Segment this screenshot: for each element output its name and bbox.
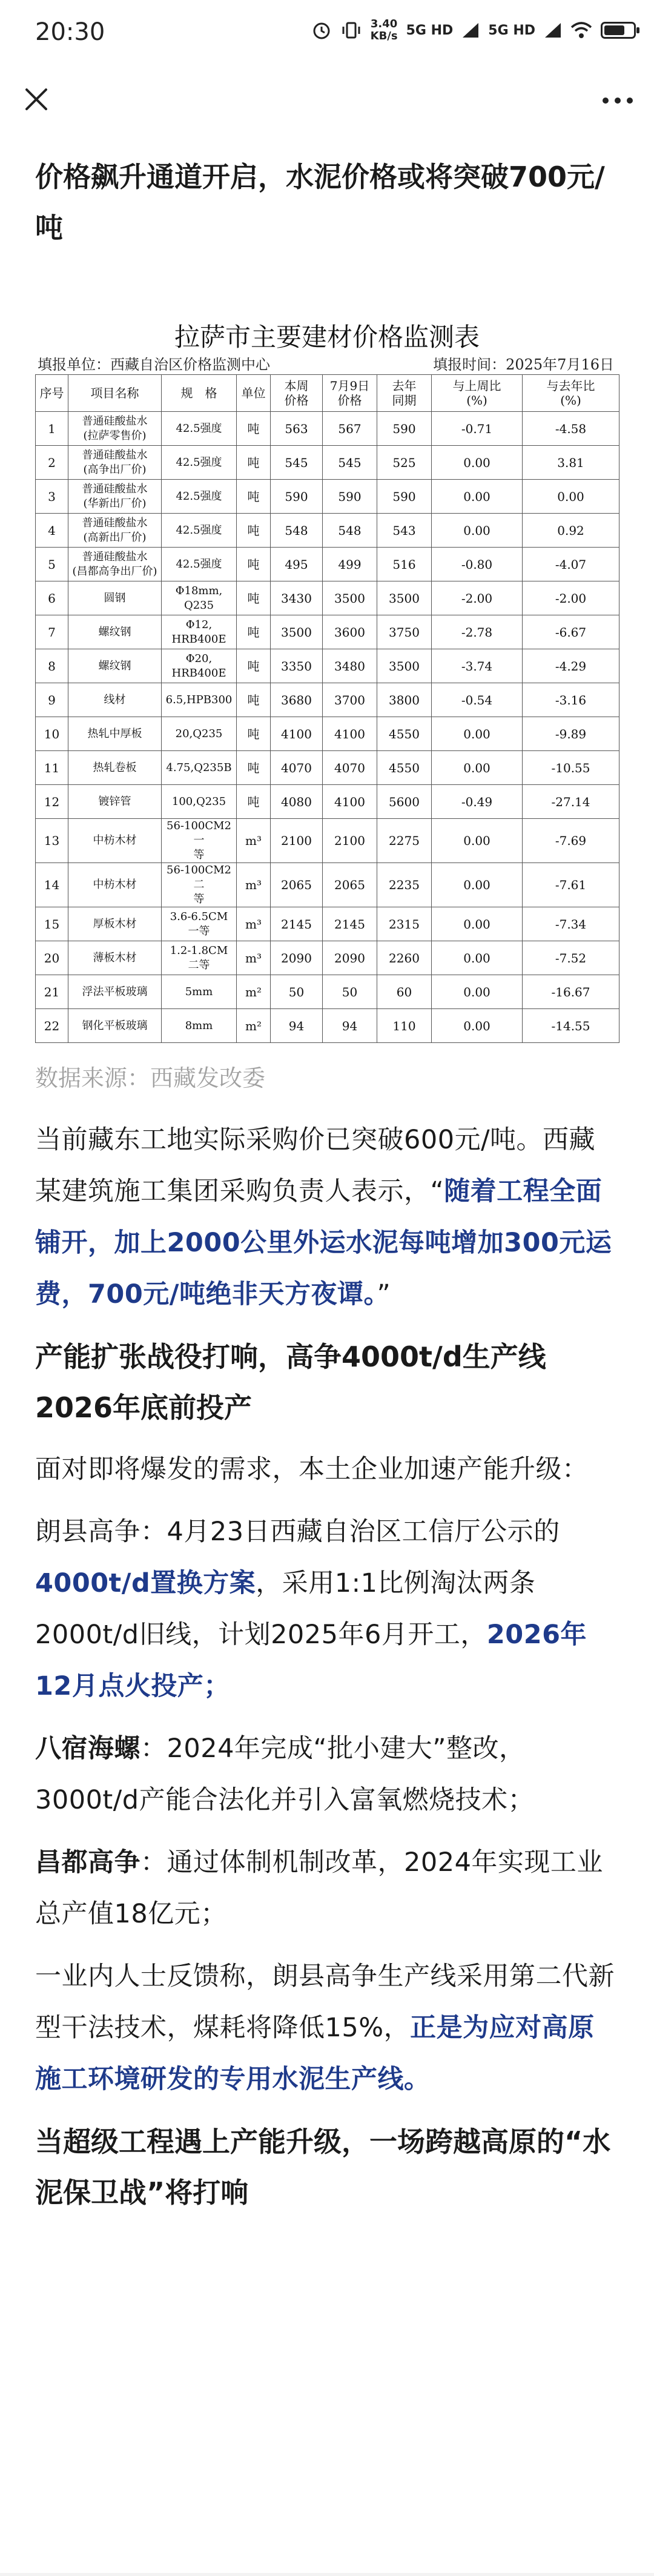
table-cell: m³	[237, 907, 271, 941]
table-cell: -7.52	[523, 941, 619, 975]
table-cell: -6.67	[523, 615, 619, 649]
table-cell: 4070	[271, 751, 323, 785]
battery-level	[604, 25, 624, 35]
table-cell: 548	[323, 514, 377, 548]
table-row	[36, 412, 619, 446]
table-cell: 94	[323, 1009, 377, 1043]
paragraph-langxian	[35, 1506, 619, 1712]
table-cell: 0.00	[432, 480, 523, 514]
table-cell: 吨	[237, 412, 271, 446]
status-bar	[0, 0, 654, 68]
paragraph-changdu	[35, 1837, 619, 1940]
table-cell: m³	[237, 863, 271, 907]
table-cell: m²	[237, 1009, 271, 1043]
table-cell: 3430	[271, 581, 323, 615]
table-cell: 吨	[237, 615, 271, 649]
table-cell: 42.5强度	[162, 514, 237, 548]
table-cell: 4100	[271, 717, 323, 751]
table-row	[36, 615, 619, 649]
table-cell: 8mm	[162, 1009, 237, 1043]
table-cell: 42.5强度	[162, 412, 237, 446]
table-cell: 516	[377, 548, 432, 581]
table-cell: 3800	[377, 683, 432, 717]
table-cell: 0.00	[432, 941, 523, 975]
vibrate-icon	[340, 20, 362, 41]
table-cell: 545	[323, 446, 377, 480]
status-time: 20:30	[35, 18, 105, 46]
highlight-date: 2026年12月点火投产；	[35, 1620, 587, 1701]
table-cell: m²	[237, 975, 271, 1009]
table-cell: 0.00	[432, 1009, 523, 1043]
table-cell: 42.5强度	[162, 446, 237, 480]
table-reporting-time: 填报时间：2025年7月16日	[433, 356, 614, 373]
table-cell: 10	[36, 717, 68, 751]
table-row	[36, 907, 619, 941]
table-cell: 吨	[237, 649, 271, 683]
paragraph-intro: 面对即将爆发的需求，本土企业加速产能升级：	[35, 1454, 589, 1485]
text-run: ：通过体制机制改革，2024年实现工业总产值18亿元；	[35, 1847, 603, 1929]
table-cell: 0.00	[432, 975, 523, 1009]
table-cell: 薄板木材	[68, 941, 162, 975]
table-cell: -2.00	[523, 581, 619, 615]
table-cell: 2315	[377, 907, 432, 941]
table-cell: 钢化平板玻璃	[68, 1009, 162, 1043]
table-cell: 螺纹钢	[68, 615, 162, 649]
table-cell: 6	[36, 581, 68, 615]
table-cell: 吨	[237, 785, 271, 819]
table-cell: 3750	[377, 615, 432, 649]
table-cell: 3500	[377, 581, 432, 615]
alarm-icon	[311, 20, 332, 41]
table-cell: -9.89	[523, 717, 619, 751]
highlight-conclusion: 正是为应对高原施工环境研发的专用水泥生产线。	[35, 2013, 595, 2094]
more-icon[interactable]	[600, 94, 636, 107]
table-cell: 2065	[271, 863, 323, 907]
table-cell: 590	[377, 412, 432, 446]
table-cell: 2145	[271, 907, 323, 941]
highlight-plan: 4000t/d置换方案	[35, 1568, 256, 1598]
table-cell: 2100	[271, 819, 323, 863]
table-row	[36, 941, 619, 975]
signal-icon-2	[544, 22, 562, 39]
table-cell: 吨	[237, 514, 271, 548]
table-cell: 吨	[237, 548, 271, 581]
table-cell: -3.74	[432, 649, 523, 683]
table-reporting-unit: 填报单位：西藏自治区价格监测中心	[38, 356, 270, 373]
table-cell: 0.00	[432, 514, 523, 548]
table-cell: 吨	[237, 480, 271, 514]
table-cell: 50	[271, 975, 323, 1009]
table-cell: 厚板木材	[68, 907, 162, 941]
table-header-cell: 本周 价格	[271, 375, 323, 412]
table-cell: 0.00	[432, 717, 523, 751]
table-row	[36, 581, 619, 615]
table-cell: 4550	[377, 717, 432, 751]
table-cell: 2235	[377, 863, 432, 907]
section-heading: 价格飙升通道开启，水泥价格或将突破700元/吨	[35, 161, 605, 244]
company-name: 八宿海螺	[35, 1733, 140, 1764]
table-cell: 2090	[271, 941, 323, 975]
table-cell: 吨	[237, 751, 271, 785]
table-cell: 4.75,Q235B	[162, 751, 237, 785]
table-header-cell: 与去年比 (%)	[523, 375, 619, 412]
table-cell: 590	[377, 480, 432, 514]
table-cell: 2	[36, 446, 68, 480]
table-cell: 7	[36, 615, 68, 649]
table-cell: -0.80	[432, 548, 523, 581]
table-cell: 4100	[323, 785, 377, 819]
table-row	[36, 514, 619, 548]
table-cell: 0.00	[432, 751, 523, 785]
network-tag-1: 5G HD	[406, 22, 454, 38]
section-heading: 当超级工程遇上产能升级，一场跨越高原的“水泥保卫战”将打响	[35, 2125, 611, 2209]
table-cell: 螺纹钢	[68, 649, 162, 683]
signal-icon-1	[461, 22, 480, 39]
table-cell: -7.61	[523, 863, 619, 907]
table-cell: -10.55	[523, 751, 619, 785]
table-cell: 3350	[271, 649, 323, 683]
table-cell: 2275	[377, 819, 432, 863]
table-cell: 100,Q235	[162, 785, 237, 819]
table-cell: 15	[36, 907, 68, 941]
status-icons	[311, 18, 636, 42]
table-row	[36, 751, 619, 785]
table-cell: 8	[36, 649, 68, 683]
table-cell: 普通硅酸盐水 (昌都高争出厂价)	[68, 548, 162, 581]
table-cell: -16.67	[523, 975, 619, 1009]
text-run: 当前藏东工地实际采购价已突破600元/吨。西藏某建筑施工集团采购负责人表示，“	[35, 1125, 596, 1207]
table-cell: 2260	[377, 941, 432, 975]
table-cell: 42.5强度	[162, 548, 237, 581]
text-run: ”	[377, 1279, 391, 1310]
table-cell: 4100	[323, 717, 377, 751]
table-cell: 0.00	[432, 446, 523, 480]
table-cell: 4070	[323, 751, 377, 785]
table-cell: 50	[323, 975, 377, 1009]
table-cell: 吨	[237, 446, 271, 480]
table-row	[36, 717, 619, 751]
table-cell: 1.2-1.8CM 二等	[162, 941, 237, 975]
table-header-cell: 序号	[36, 375, 68, 412]
table-cell: -3.16	[523, 683, 619, 717]
table-cell: 20,Q235	[162, 717, 237, 751]
table-cell: 3500	[271, 615, 323, 649]
table-cell: 0.92	[523, 514, 619, 548]
table-cell: 22	[36, 1009, 68, 1043]
table-cell: -7.34	[523, 907, 619, 941]
table-cell: 6.5,HPB300	[162, 683, 237, 717]
table-cell: 中枋木材	[68, 819, 162, 863]
table-header-cell: 去年 同期	[377, 375, 432, 412]
table-cell: 0.00	[432, 863, 523, 907]
table-cell: 2065	[323, 863, 377, 907]
close-icon[interactable]	[18, 81, 54, 118]
table-cell: 42.5强度	[162, 480, 237, 514]
table-cell: 5mm	[162, 975, 237, 1009]
table-header-cell: 规 格	[162, 375, 237, 412]
table-cell: 0.00	[432, 819, 523, 863]
text-run: 朗县高争：4月23日西藏自治区工信厅公示的	[35, 1517, 560, 1547]
table-cell: 普通硅酸盐水 (高新出厂价)	[68, 514, 162, 548]
table-cell: -0.49	[432, 785, 523, 819]
table-cell: 4	[36, 514, 68, 548]
data-source-caption: 数据来源：西藏发改委	[35, 1065, 266, 1091]
table-cell: 3700	[323, 683, 377, 717]
table-cell: -0.54	[432, 683, 523, 717]
article-body	[35, 151, 619, 2218]
table-cell: 5	[36, 548, 68, 581]
speed-unit: KB/s	[370, 30, 398, 42]
table-cell: 21	[36, 975, 68, 1009]
table-cell: 吨	[237, 683, 271, 717]
table-cell: 56-100CM2二 等	[162, 863, 237, 907]
table-cell: Φ18mm, Q235	[162, 581, 237, 615]
bottom-divider	[0, 2573, 654, 2576]
table-cell: -4.58	[523, 412, 619, 446]
table-row	[36, 683, 619, 717]
table-cell: 495	[271, 548, 323, 581]
table-cell: -27.14	[523, 785, 619, 819]
table-row	[36, 863, 619, 907]
table-cell: 525	[377, 446, 432, 480]
table-cell: 线材	[68, 683, 162, 717]
table-cell: 548	[271, 514, 323, 548]
table-cell: 20	[36, 941, 68, 975]
table-cell: -4.29	[523, 649, 619, 683]
table-cell: 499	[323, 548, 377, 581]
table-header-cell: 7月9日 价格	[323, 375, 377, 412]
table-header-cell: 项目名称	[68, 375, 162, 412]
table-cell: 3480	[323, 649, 377, 683]
table-cell: 普通硅酸盐水 (高争出厂价)	[68, 446, 162, 480]
table-header-row	[36, 375, 619, 412]
table-cell: 镀锌管	[68, 785, 162, 819]
table-cell: -7.69	[523, 819, 619, 863]
table-row	[36, 480, 619, 514]
table-header-cell: 与上周比 (%)	[432, 375, 523, 412]
table-cell: 3.6-6.5CM 一等	[162, 907, 237, 941]
text-run: ：2024年完成“批小建大”整改，3000t/d产能合法化并引入富氧燃烧技术；	[35, 1733, 535, 1815]
table-cell: 4550	[377, 751, 432, 785]
table-cell: 吨	[237, 717, 271, 751]
table-cell: 圆钢	[68, 581, 162, 615]
table-cell: 2090	[323, 941, 377, 975]
table-cell: 3500	[323, 581, 377, 615]
table-cell: 吨	[237, 581, 271, 615]
table-cell: 563	[271, 412, 323, 446]
table-cell: 11	[36, 751, 68, 785]
table-cell: 94	[271, 1009, 323, 1043]
table-cell: 0.00	[432, 907, 523, 941]
wifi-icon	[570, 21, 592, 39]
table-cell: 热轧中厚板	[68, 717, 162, 751]
table-row	[36, 446, 619, 480]
network-tag-2: 5G HD	[488, 22, 535, 38]
text-run: 一业内人士反馈称，朗县高争生产线采用第二代新型干法技术，煤耗将降低15%，	[35, 1961, 615, 2043]
table-cell: 12	[36, 785, 68, 819]
price-table-image	[35, 306, 619, 1038]
table-cell: 1	[36, 412, 68, 446]
table-cell: 2100	[323, 819, 377, 863]
paragraph-basu	[35, 1723, 619, 1826]
table-cell: 13	[36, 819, 68, 863]
table-cell: m³	[237, 941, 271, 975]
table-cell: 普通硅酸盐水 (华新出厂价)	[68, 480, 162, 514]
table-row	[36, 975, 619, 1009]
table-row	[36, 819, 619, 863]
table-cell: 567	[323, 412, 377, 446]
table-cell: -4.07	[523, 548, 619, 581]
section-heading: 产能扩张战役打响，高争4000t/d生产线2026年底前投产	[35, 1340, 546, 1424]
table-cell: 545	[271, 446, 323, 480]
table-cell: 9	[36, 683, 68, 717]
table-row	[36, 649, 619, 683]
network-speed	[371, 18, 398, 42]
table-cell: 543	[377, 514, 432, 548]
table-cell: 3	[36, 480, 68, 514]
paragraph-insider	[35, 1951, 619, 2105]
table-cell: 浮法平板玻璃	[68, 975, 162, 1009]
table-cell: 590	[323, 480, 377, 514]
table-cell: m³	[237, 819, 271, 863]
battery-icon	[601, 22, 636, 39]
table-cell: -2.78	[432, 615, 523, 649]
table-cell: 3600	[323, 615, 377, 649]
table-title: 拉萨市主要建材价格监测表	[174, 322, 480, 352]
table-row	[36, 1009, 619, 1043]
table-cell: 普通硅酸盐水 (拉萨零售价)	[68, 412, 162, 446]
table-cell: 3.81	[523, 446, 619, 480]
table-cell: -0.71	[432, 412, 523, 446]
table-cell: 60	[377, 975, 432, 1009]
text-run: ，采用1:1比例淘汰两条2000t/d旧线，计划2025年6月开工，	[35, 1568, 536, 1650]
speed-value: 3.40	[370, 18, 398, 30]
table-cell: 14	[36, 863, 68, 907]
table-cell: 热轧卷板	[68, 751, 162, 785]
table-cell: 0.00	[523, 480, 619, 514]
table-cell: Φ12, HRB400E	[162, 615, 237, 649]
table-cell: 110	[377, 1009, 432, 1043]
table-cell: 4080	[271, 785, 323, 819]
table-cell: 2145	[323, 907, 377, 941]
table-row	[36, 785, 619, 819]
table-cell: -14.55	[523, 1009, 619, 1043]
table-cell: 56-100CM2一 等	[162, 819, 237, 863]
nav-bar	[0, 68, 654, 134]
price-table	[35, 374, 619, 1043]
table-cell: 中枋木材	[68, 863, 162, 907]
company-name: 昌都高争	[35, 1847, 140, 1878]
table-cell: 5600	[377, 785, 432, 819]
table-cell: Φ20, HRB400E	[162, 649, 237, 683]
table-cell: -2.00	[432, 581, 523, 615]
table-header-cell: 单位	[237, 375, 271, 412]
paragraph-purchase-price	[35, 1114, 619, 1320]
table-cell: 3680	[271, 683, 323, 717]
table-row	[36, 548, 619, 581]
table-cell: 590	[271, 480, 323, 514]
quote-highlight: 随着工程全面铺开，加上2000公里外运水泥每吨增加300元运费，700元/吨绝非天方夜谭。	[35, 1176, 612, 1310]
table-cell: 3500	[377, 649, 432, 683]
